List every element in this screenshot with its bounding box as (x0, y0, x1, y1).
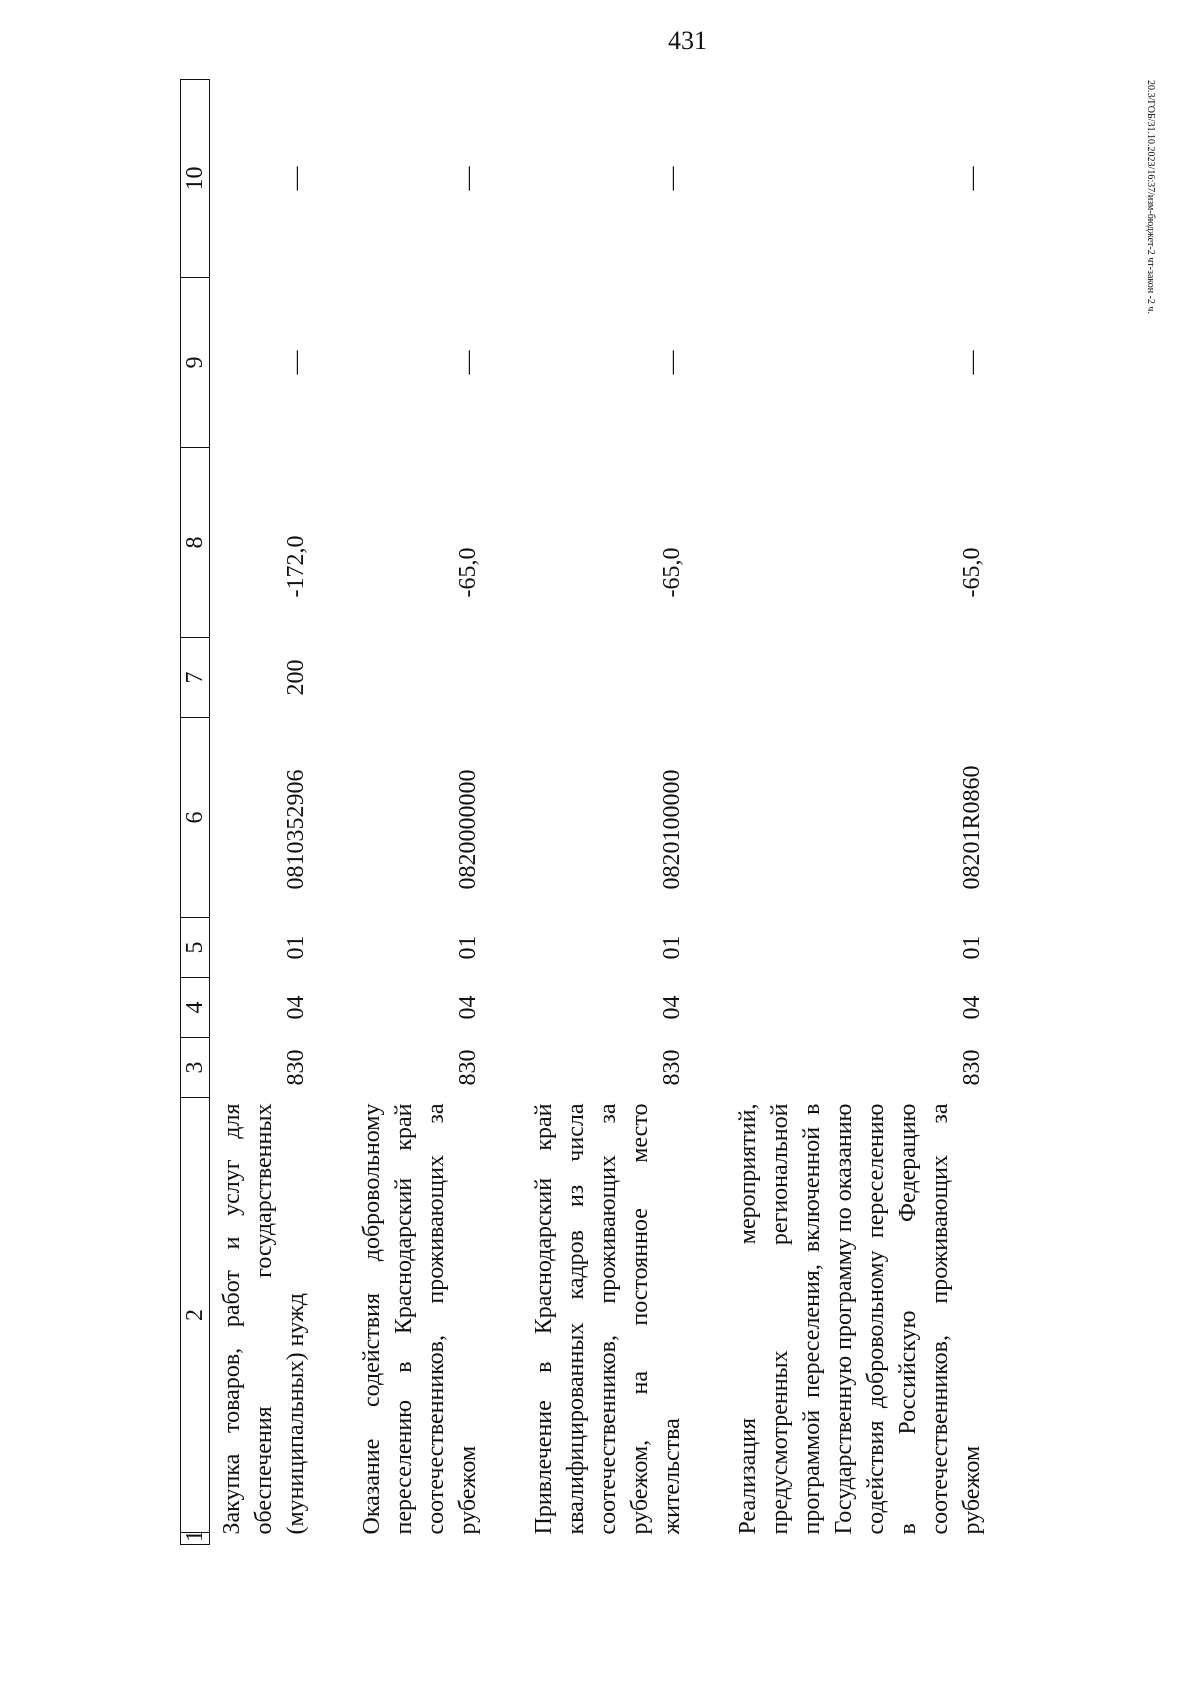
table-row (210, 80, 313, 1545)
row-col-7: 200 (283, 659, 309, 696)
row-col-10: — (283, 166, 309, 191)
rotated-table-container (180, 80, 1050, 1545)
row-col-4: 04 (659, 995, 685, 1020)
header-col-10: 10 (181, 80, 210, 278)
row-col-4: 04 (455, 995, 481, 1020)
table-row (350, 80, 484, 1545)
row-col-9: — (659, 350, 685, 375)
row-col-8: -65,0 (455, 547, 481, 598)
row-description: Привлечение в Краснодарский край квалифицированных кадров из числа соотечественников, проживающих за рубежом, на постоянное место жительства (531, 1103, 685, 1535)
row-description: Реализация мероприятий, предусмотренных региональной программой переселения, включенной в Государственную программу по оказанию содействия добровольному переселению в Российскую Федерацию соотечественников, проживающих за рубежом (735, 1103, 985, 1535)
header-col-7: 7 (181, 638, 210, 718)
row-col-7 (726, 638, 988, 718)
row-col-8: -65,0 (959, 547, 985, 598)
header-col-6: 6 (181, 718, 210, 918)
row-description: Оказание содействия добровольному переселению в Краснодарский край соотечественников, проживающих за рубежом (359, 1103, 481, 1535)
row-col-9: — (959, 350, 985, 375)
header-col-9: 9 (181, 278, 210, 448)
row-col-6: 0820000000 (455, 769, 481, 890)
row-col-5: 01 (659, 935, 685, 960)
row-col-7 (350, 638, 484, 718)
row-col-5: 01 (455, 935, 481, 960)
row-col-10: — (659, 166, 685, 191)
row-col-5: 01 (959, 935, 985, 960)
row-col-4: 04 (283, 995, 309, 1020)
row-col-6: 0810352906 (283, 769, 309, 890)
row-col-3: 830 (283, 1049, 309, 1086)
header-col-4: 4 (181, 978, 210, 1038)
row-col-10: — (959, 166, 985, 191)
page-number: 431 (668, 26, 707, 55)
row-col-7 (522, 638, 688, 718)
header-col-5: 5 (181, 918, 210, 978)
header-col-2: 2 (181, 1098, 210, 1533)
budget-table (180, 79, 988, 1545)
row-col-9: — (455, 350, 481, 375)
document-footer-code: 20.3/ГОБ/31.10.2023/16:37/изм-бюджет-2 чт-закон -2 ч. (1145, 80, 1156, 314)
row-col-8: -172,0 (283, 535, 309, 598)
header-col-3: 3 (181, 1038, 210, 1098)
header-col-8: 8 (181, 448, 210, 638)
table-row (522, 80, 688, 1545)
row-col-6: 08201R0860 (959, 765, 985, 890)
row-col-3: 830 (959, 1049, 985, 1086)
row-description: Закупка товаров, работ и услуг для обеспечения государственных (муниципальных) нужд (219, 1103, 309, 1535)
row-col-9: — (283, 350, 309, 375)
row-col-8: -65,0 (659, 547, 685, 598)
table-row (726, 80, 988, 1545)
row-col-4: 04 (959, 995, 985, 1020)
row-col-10: — (455, 166, 481, 191)
row-col-6: 0820100000 (659, 769, 685, 890)
row-col-3: 830 (455, 1049, 481, 1086)
table-header (181, 80, 210, 1545)
row-col-5: 01 (283, 935, 309, 960)
row-col-3: 830 (659, 1049, 685, 1086)
header-col-1: 1 (181, 1533, 210, 1545)
